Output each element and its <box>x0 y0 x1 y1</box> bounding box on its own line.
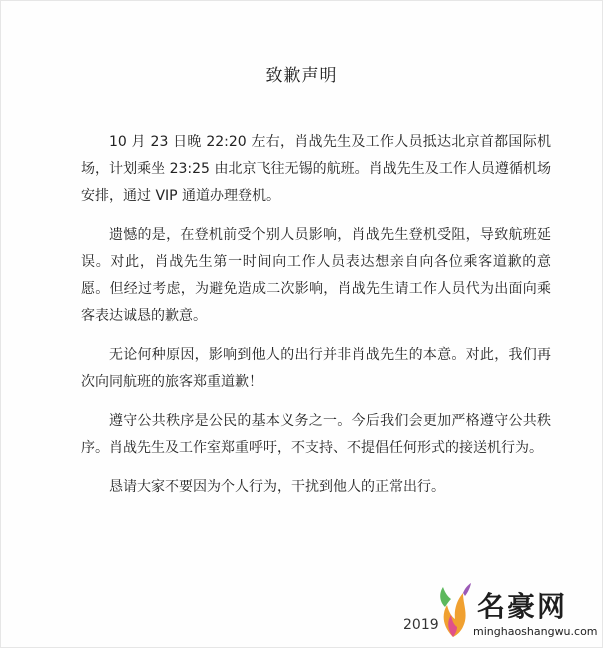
paragraph-2: 遗憾的是，在登机前受个别人员影响，肖战先生登机受阻，导致航班延误。对此，肖战先生第一时间向工作人员表达想亲自向各位乘客道歉的意愿。但经过考虑，为避免造成二次影响，肖战先生请工作人员代为出面向乘客表达诚恳的歉意。 <box>81 227 551 324</box>
site-watermark <box>433 579 601 647</box>
paragraph-1: 10 月 23 日晚 22:20 左右，肖战先生及工作人员抵达北京首都国际机场，计划乘坐 23:25 由北京飞往无锡的航班。肖战先生及工作人员遵循机场安排，通过 VIP 通道办理登机。 <box>81 134 551 204</box>
paragraph-3: 无论何种原因，影响到他人的出行并非肖战先生的本意。对此，我们再次向同航班的旅客郑重道歉！ <box>81 347 551 390</box>
flame-leaf-logo-icon <box>433 581 473 639</box>
signature-date: 2019 <box>403 617 439 633</box>
watermark-brand: 名豪网 <box>477 590 568 623</box>
document-body <box>81 129 551 513</box>
paragraph-4: 遵守公共秩序是公民的基本义务之一。今后我们会更加严格遵守公共秩序。肖战先生及工作室郑重呼吁，不支持、不提倡任何形式的接送机行为。 <box>81 413 551 456</box>
watermark-url: minghaoshangwu.com <box>473 625 598 638</box>
paragraph-5: 恳请大家不要因为个人行为，干扰到他人的正常出行。 <box>109 479 445 495</box>
document-title: 致歉声明 <box>265 66 338 86</box>
